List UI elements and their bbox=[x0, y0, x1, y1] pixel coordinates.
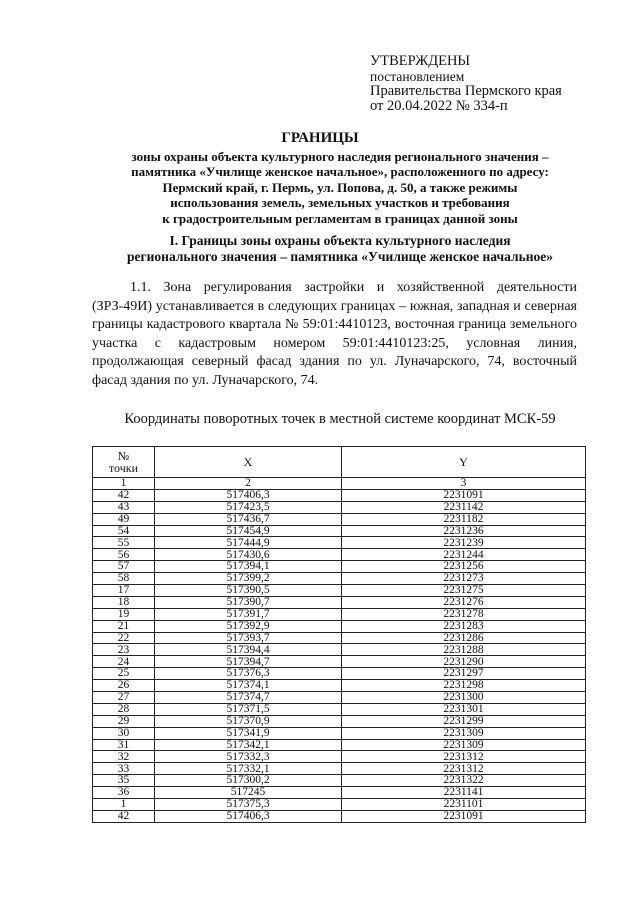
table-row bbox=[93, 573, 586, 585]
x-coordinate-cell: 517390,7 bbox=[155, 596, 342, 608]
table-row bbox=[93, 608, 586, 620]
table-row bbox=[93, 799, 586, 811]
table-row bbox=[93, 692, 586, 704]
y-coordinate-cell: 2231141 bbox=[342, 787, 586, 799]
x-coordinate-cell: 517376,3 bbox=[155, 668, 342, 680]
header-x: X bbox=[155, 447, 342, 478]
point-number-cell: 54 bbox=[93, 525, 155, 537]
table-row bbox=[93, 727, 586, 739]
point-number-cell: 29 bbox=[93, 715, 155, 727]
point-number-cell: 23 bbox=[93, 644, 155, 656]
header-y: Y bbox=[342, 447, 586, 478]
x-coordinate-cell: 517394,7 bbox=[155, 656, 342, 668]
x-coordinate-cell: 517393,7 bbox=[155, 632, 342, 644]
x-coordinate-cell: 517392,9 bbox=[155, 620, 342, 632]
y-coordinate-cell: 2231290 bbox=[342, 656, 586, 668]
y-coordinate-cell: 2231142 bbox=[342, 501, 586, 513]
y-coordinate-cell: 2231312 bbox=[342, 763, 586, 775]
table-numbering-row bbox=[93, 478, 586, 490]
y-coordinate-cell: 2231275 bbox=[342, 585, 586, 597]
x-coordinate-cell: 517430,6 bbox=[155, 549, 342, 561]
document-subtitle bbox=[70, 149, 610, 226]
section-heading-line: I. Границы зоны охраны объекта культурного наследия bbox=[169, 233, 511, 248]
subtitle-line: использования земель, земельных участков и требования bbox=[170, 195, 510, 211]
point-number-cell: 58 bbox=[93, 573, 155, 585]
point-number-cell: 42 bbox=[93, 489, 155, 501]
x-coordinate-cell: 517370,9 bbox=[155, 715, 342, 727]
y-coordinate-cell: 2231288 bbox=[342, 644, 586, 656]
y-coordinate-cell: 2231239 bbox=[342, 537, 586, 549]
x-coordinate-cell: 517394,4 bbox=[155, 644, 342, 656]
table-row bbox=[93, 632, 586, 644]
x-coordinate-cell: 517444,9 bbox=[155, 537, 342, 549]
x-coordinate-cell: 517454,9 bbox=[155, 525, 342, 537]
subtitle-line: Пермский край, г. Пермь, ул. Попова, д. 50, а также режимы bbox=[162, 179, 518, 195]
subtitle-line: памятника «Училище женское начальное», расположенного по адресу: bbox=[131, 164, 549, 180]
table-body bbox=[93, 489, 586, 822]
point-number-cell: 35 bbox=[93, 775, 155, 787]
x-coordinate-cell: 517245 bbox=[155, 787, 342, 799]
paragraph-text: 1.1. Зона регулирования застройки и хозяйственной деятельности (ЗРЗ-49И) устанавливается в следующих границах – южная, западная и северная границы кадастрового квартала № 59:01:4410123, восточная граница земельного участка с кадастровым номером 59:01:4410123:25, условная линия, продолжающая северный фасад здания по ул. Луначарского, 74, восточный фасад здания по ул. Луначарского, 74. bbox=[92, 280, 577, 388]
table-row bbox=[93, 680, 586, 692]
y-coordinate-cell: 2231273 bbox=[342, 573, 586, 585]
x-coordinate-cell: 517436,7 bbox=[155, 513, 342, 525]
x-coordinate-cell: 517342,1 bbox=[155, 739, 342, 751]
point-number-cell: 49 bbox=[93, 513, 155, 525]
x-coordinate-cell: 517394,1 bbox=[155, 561, 342, 573]
y-coordinate-cell: 2231276 bbox=[342, 596, 586, 608]
table-row bbox=[93, 763, 586, 775]
table-row bbox=[93, 668, 586, 680]
y-coordinate-cell: 2231300 bbox=[342, 692, 586, 704]
y-coordinate-cell: 2231091 bbox=[342, 810, 586, 822]
point-number-cell: 30 bbox=[93, 727, 155, 739]
table-row bbox=[93, 715, 586, 727]
coordinates-table bbox=[92, 446, 586, 823]
y-coordinate-cell: 2231309 bbox=[342, 739, 586, 751]
header-point-number bbox=[93, 447, 155, 478]
table-row bbox=[93, 585, 586, 597]
table-header-row bbox=[93, 447, 586, 478]
approval-stamp bbox=[370, 54, 562, 114]
point-number-cell: 32 bbox=[93, 751, 155, 763]
point-number-cell: 27 bbox=[93, 692, 155, 704]
table-row bbox=[93, 656, 586, 668]
y-coordinate-cell: 2231298 bbox=[342, 680, 586, 692]
y-coordinate-cell: 2231256 bbox=[342, 561, 586, 573]
table-row bbox=[93, 703, 586, 715]
table-row bbox=[93, 620, 586, 632]
section-heading-line: регионального значения – памятника «Училище женское начальное» bbox=[127, 248, 553, 264]
point-number-cell: 21 bbox=[93, 620, 155, 632]
point-number-cell: 18 bbox=[93, 596, 155, 608]
point-number-cell: 42 bbox=[93, 810, 155, 822]
x-coordinate-cell: 517300,2 bbox=[155, 775, 342, 787]
numbering-cell: 3 bbox=[342, 478, 586, 490]
table-caption: Координаты поворотных точек в местной системе координат МСК-59 bbox=[124, 411, 556, 427]
y-coordinate-cell: 2231301 bbox=[342, 703, 586, 715]
point-number-cell: 22 bbox=[93, 632, 155, 644]
y-coordinate-cell: 2231091 bbox=[342, 489, 586, 501]
y-coordinate-cell: 2231286 bbox=[342, 632, 586, 644]
x-coordinate-cell: 517332,1 bbox=[155, 763, 342, 775]
point-number-cell: 28 bbox=[93, 703, 155, 715]
x-coordinate-cell: 517423,5 bbox=[155, 501, 342, 513]
y-coordinate-cell: 2231101 bbox=[342, 799, 586, 811]
table-row bbox=[93, 596, 586, 608]
y-coordinate-cell: 2231278 bbox=[342, 608, 586, 620]
y-coordinate-cell: 2231322 bbox=[342, 775, 586, 787]
subtitle-line: к градостроительным регламентам в границах данной зоны bbox=[162, 210, 518, 226]
point-number-cell: 25 bbox=[93, 668, 155, 680]
y-coordinate-cell: 2231309 bbox=[342, 727, 586, 739]
x-coordinate-cell: 517341,9 bbox=[155, 727, 342, 739]
table-row bbox=[93, 537, 586, 549]
point-number-cell: 31 bbox=[93, 739, 155, 751]
point-number-cell: 56 bbox=[93, 549, 155, 561]
x-coordinate-cell: 517390,5 bbox=[155, 585, 342, 597]
point-number-cell: 36 bbox=[93, 787, 155, 799]
point-number-cell: 19 bbox=[93, 608, 155, 620]
header-point-number-text: № точки bbox=[108, 449, 139, 475]
x-coordinate-cell: 517399,2 bbox=[155, 573, 342, 585]
table-row bbox=[93, 489, 586, 501]
table-row bbox=[93, 739, 586, 751]
resolution-date-number: от 20.04.2022 № 334-п bbox=[370, 98, 508, 114]
point-number-cell: 57 bbox=[93, 561, 155, 573]
y-coordinate-cell: 2231182 bbox=[342, 513, 586, 525]
table-row bbox=[93, 525, 586, 537]
y-coordinate-cell: 2231236 bbox=[342, 525, 586, 537]
point-number-cell: 17 bbox=[93, 585, 155, 597]
table-row bbox=[93, 501, 586, 513]
point-number-cell: 24 bbox=[93, 656, 155, 668]
point-number-cell: 26 bbox=[93, 680, 155, 692]
point-number-cell: 55 bbox=[93, 537, 155, 549]
x-coordinate-cell: 517374,1 bbox=[155, 680, 342, 692]
body-paragraph bbox=[92, 279, 577, 390]
table-row bbox=[93, 549, 586, 561]
approved-by: постановлением bbox=[370, 69, 465, 84]
subtitle-line: зоны охраны объекта культурного наследия регионального значения – bbox=[131, 149, 549, 164]
x-coordinate-cell: 517391,7 bbox=[155, 608, 342, 620]
x-coordinate-cell: 517374,7 bbox=[155, 692, 342, 704]
y-coordinate-cell: 2231312 bbox=[342, 751, 586, 763]
point-number-cell: 33 bbox=[93, 763, 155, 775]
approving-authority: Правительства Пермского края bbox=[370, 83, 562, 99]
table-row bbox=[93, 787, 586, 799]
numbering-cell: 2 bbox=[155, 478, 342, 490]
x-coordinate-cell: 517375,3 bbox=[155, 799, 342, 811]
y-coordinate-cell: 2231299 bbox=[342, 715, 586, 727]
table-row bbox=[93, 561, 586, 573]
x-coordinate-cell: 517332,3 bbox=[155, 751, 342, 763]
table-row bbox=[93, 751, 586, 763]
approved-title: УТВЕРЖДЕНЫ bbox=[370, 53, 471, 69]
document-title: ГРАНИЦЫ bbox=[281, 130, 359, 146]
x-coordinate-cell: 517371,5 bbox=[155, 703, 342, 715]
table-row bbox=[93, 775, 586, 787]
y-coordinate-cell: 2231244 bbox=[342, 549, 586, 561]
x-coordinate-cell: 517406,3 bbox=[155, 489, 342, 501]
point-number-cell: 1 bbox=[93, 799, 155, 811]
y-coordinate-cell: 2231283 bbox=[342, 620, 586, 632]
table-row bbox=[93, 513, 586, 525]
table-row bbox=[93, 810, 586, 822]
x-coordinate-cell: 517406,3 bbox=[155, 810, 342, 822]
point-number-cell: 43 bbox=[93, 501, 155, 513]
numbering-cell: 1 bbox=[93, 478, 155, 490]
y-coordinate-cell: 2231297 bbox=[342, 668, 586, 680]
section-heading bbox=[70, 233, 610, 264]
table-row bbox=[93, 644, 586, 656]
